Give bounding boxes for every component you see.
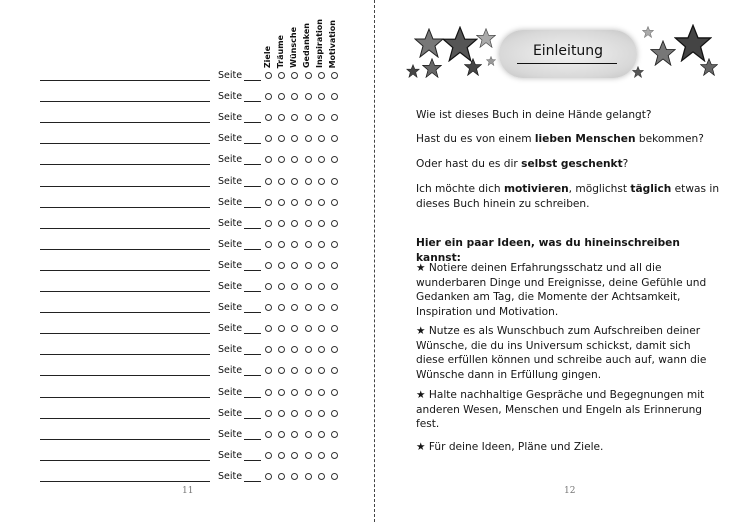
category-checkbox[interactable] bbox=[265, 346, 272, 353]
category-checkbox[interactable] bbox=[278, 325, 285, 332]
entry-row bbox=[0, 87, 374, 108]
idea-experiences: ★ Notiere deinen Erfahrungsschatz und all die wunderbaren Dinge und Ereignisse, deine Gefühle und Gedanken am Tag, die Momente der Achtsamkeit, Inspiration und Motivation. bbox=[416, 262, 707, 318]
text-span: Hast du es von einem bbox=[416, 133, 535, 145]
emphasis-text: lieben Menschen bbox=[534, 133, 636, 145]
entry-row bbox=[0, 235, 374, 256]
category-checkbox[interactable] bbox=[291, 452, 298, 459]
category-checkbox[interactable] bbox=[331, 93, 338, 100]
entry-row bbox=[0, 425, 374, 446]
category-checkbox[interactable] bbox=[331, 389, 338, 396]
star-icon bbox=[632, 66, 644, 78]
category-checkbox[interactable] bbox=[291, 178, 298, 185]
entry-row bbox=[0, 446, 374, 467]
column-header-gedanken: Gedanken bbox=[302, 22, 311, 68]
entry-row bbox=[0, 467, 374, 488]
entry-write-line[interactable] bbox=[40, 122, 210, 123]
page-number-blank[interactable] bbox=[244, 270, 261, 271]
category-checkbox[interactable] bbox=[331, 452, 338, 459]
seite-label: Seite bbox=[218, 323, 243, 335]
category-checkbox[interactable] bbox=[305, 367, 312, 374]
category-checkbox[interactable] bbox=[318, 72, 325, 79]
category-checkbox[interactable] bbox=[265, 431, 272, 438]
category-checkbox[interactable] bbox=[291, 431, 298, 438]
seite-label: Seite bbox=[218, 302, 243, 314]
entry-write-line[interactable] bbox=[40, 333, 210, 334]
column-headers bbox=[263, 10, 343, 68]
entry-write-line[interactable] bbox=[40, 164, 210, 165]
category-checkbox[interactable] bbox=[318, 262, 325, 269]
star-icon bbox=[642, 26, 654, 38]
emphasis-text: selbst geschenkt bbox=[521, 158, 623, 170]
page-divider bbox=[374, 0, 375, 522]
entry-row bbox=[0, 319, 374, 340]
emphasis-text: täglich bbox=[630, 183, 672, 195]
page-number-blank[interactable] bbox=[244, 375, 261, 376]
category-checkbox[interactable] bbox=[318, 241, 325, 248]
heading-cloud bbox=[499, 30, 637, 78]
text-span: Oder hast du es dir bbox=[416, 158, 522, 170]
page-number-left: 11 bbox=[182, 486, 194, 496]
category-checkbox[interactable] bbox=[291, 410, 298, 417]
entry-row bbox=[0, 340, 374, 361]
seite-label: Seite bbox=[218, 154, 243, 166]
entry-write-line[interactable] bbox=[40, 101, 210, 102]
page-title: Einleitung bbox=[532, 43, 604, 59]
category-checkbox[interactable] bbox=[291, 72, 298, 79]
category-checkbox[interactable] bbox=[291, 220, 298, 227]
seite-label: Seite bbox=[218, 196, 243, 208]
category-checkbox[interactable] bbox=[331, 199, 338, 206]
category-checkbox[interactable] bbox=[278, 304, 285, 311]
category-checkbox[interactable] bbox=[265, 389, 272, 396]
category-checkbox[interactable] bbox=[318, 452, 325, 459]
category-checkbox[interactable] bbox=[265, 199, 272, 206]
category-checkbox[interactable] bbox=[331, 325, 338, 332]
category-checkbox[interactable] bbox=[265, 410, 272, 417]
page-number-blank[interactable] bbox=[244, 249, 261, 250]
page-number-right: 12 bbox=[564, 486, 576, 496]
category-checkbox[interactable] bbox=[278, 72, 285, 79]
category-checkbox[interactable] bbox=[318, 220, 325, 227]
seite-label: Seite bbox=[218, 238, 243, 250]
category-checkbox[interactable] bbox=[305, 178, 312, 185]
category-checkbox[interactable] bbox=[265, 220, 272, 227]
star-icon bbox=[464, 58, 482, 76]
category-checkbox[interactable] bbox=[278, 262, 285, 269]
star-icon bbox=[700, 58, 718, 76]
entry-row bbox=[0, 361, 374, 382]
page-number-blank[interactable] bbox=[244, 122, 261, 123]
column-header-wuensche: Wünsche bbox=[289, 27, 298, 68]
category-checkbox[interactable] bbox=[278, 220, 285, 227]
intro-question-3 bbox=[416, 157, 721, 172]
page-number-blank[interactable] bbox=[244, 481, 261, 482]
category-checkbox[interactable] bbox=[331, 346, 338, 353]
entry-write-line[interactable] bbox=[40, 186, 210, 187]
category-checkbox[interactable] bbox=[278, 241, 285, 248]
category-checkbox[interactable] bbox=[331, 220, 338, 227]
category-checkbox[interactable] bbox=[331, 135, 338, 142]
category-checkbox[interactable] bbox=[305, 452, 312, 459]
category-checkbox[interactable] bbox=[278, 367, 285, 374]
entry-row bbox=[0, 150, 374, 171]
category-checkbox[interactable] bbox=[331, 114, 338, 121]
entry-write-line[interactable] bbox=[40, 80, 210, 81]
page-number-blank[interactable] bbox=[244, 460, 261, 461]
seite-label: Seite bbox=[218, 259, 243, 271]
entry-row bbox=[0, 66, 374, 87]
category-checkbox[interactable] bbox=[305, 135, 312, 142]
category-checkbox[interactable] bbox=[278, 389, 285, 396]
entry-write-line[interactable] bbox=[40, 354, 210, 355]
category-checkbox[interactable] bbox=[305, 473, 312, 480]
category-checkbox[interactable] bbox=[278, 431, 285, 438]
entry-row bbox=[0, 256, 374, 277]
seite-label: Seite bbox=[218, 91, 243, 103]
category-checkbox[interactable] bbox=[318, 156, 325, 163]
intro-question-2 bbox=[416, 132, 721, 147]
star-icon bbox=[414, 28, 444, 58]
page-number-blank[interactable] bbox=[244, 333, 261, 334]
category-checkbox[interactable] bbox=[305, 220, 312, 227]
category-checkbox[interactable] bbox=[331, 262, 338, 269]
category-checkbox[interactable] bbox=[318, 93, 325, 100]
page-number-blank[interactable] bbox=[244, 354, 261, 355]
column-header-motivation: Motivation bbox=[328, 19, 337, 68]
entry-row bbox=[0, 129, 374, 150]
intro-motivation bbox=[416, 182, 721, 211]
entry-row bbox=[0, 277, 374, 298]
category-checkbox[interactable] bbox=[331, 431, 338, 438]
entry-write-line[interactable] bbox=[40, 439, 210, 440]
category-checkbox[interactable] bbox=[291, 114, 298, 121]
entry-row bbox=[0, 214, 374, 235]
seite-label: Seite bbox=[218, 470, 243, 482]
category-checkbox[interactable] bbox=[331, 178, 338, 185]
entry-write-line[interactable] bbox=[40, 375, 210, 376]
category-checkbox[interactable] bbox=[278, 114, 285, 121]
right-page bbox=[376, 0, 750, 522]
page-number-blank[interactable] bbox=[244, 143, 261, 144]
category-checkbox[interactable] bbox=[265, 473, 272, 480]
category-checkbox[interactable] bbox=[278, 283, 285, 290]
category-checkbox[interactable] bbox=[305, 93, 312, 100]
page-number-blank[interactable] bbox=[244, 312, 261, 313]
category-checkbox[interactable] bbox=[318, 135, 325, 142]
category-checkbox[interactable] bbox=[278, 93, 285, 100]
star-icon bbox=[476, 28, 496, 48]
column-header-inspiration: Inspiration bbox=[315, 18, 324, 68]
text-span: bekommen? bbox=[635, 133, 704, 145]
category-checkbox[interactable] bbox=[305, 241, 312, 248]
category-checkbox[interactable] bbox=[291, 156, 298, 163]
entry-write-line[interactable] bbox=[40, 249, 210, 250]
category-checkbox[interactable] bbox=[305, 283, 312, 290]
entry-write-line[interactable] bbox=[40, 270, 210, 271]
page-number-blank[interactable] bbox=[244, 207, 261, 208]
category-checkbox[interactable] bbox=[318, 283, 325, 290]
seite-label: Seite bbox=[218, 428, 243, 440]
heading-banner bbox=[404, 22, 724, 84]
category-checkbox[interactable] bbox=[305, 431, 312, 438]
page-number-blank[interactable] bbox=[244, 186, 261, 187]
category-checkbox[interactable] bbox=[318, 325, 325, 332]
category-checkbox[interactable] bbox=[331, 304, 338, 311]
category-checkbox[interactable] bbox=[318, 304, 325, 311]
text-span: ? bbox=[622, 158, 629, 170]
category-checkbox[interactable] bbox=[278, 156, 285, 163]
text-span: , möglichst bbox=[568, 183, 631, 195]
category-checkbox[interactable] bbox=[265, 178, 272, 185]
category-checkbox[interactable] bbox=[278, 410, 285, 417]
seite-label: Seite bbox=[218, 449, 243, 461]
intro-question-1: Wie ist dieses Buch in deine Hände gelangt? bbox=[416, 109, 652, 121]
column-header-ziele: Ziele bbox=[263, 45, 272, 68]
star-icon bbox=[406, 64, 420, 78]
category-checkbox[interactable] bbox=[265, 262, 272, 269]
entry-row bbox=[0, 383, 374, 404]
seite-label: Seite bbox=[218, 386, 243, 398]
category-checkbox[interactable] bbox=[291, 473, 298, 480]
category-checkbox[interactable] bbox=[318, 346, 325, 353]
text-span: Ich möchte dich bbox=[416, 183, 504, 195]
seite-label: Seite bbox=[218, 344, 243, 356]
category-checkbox[interactable] bbox=[291, 283, 298, 290]
entry-write-line[interactable] bbox=[40, 228, 210, 229]
category-checkbox[interactable] bbox=[331, 283, 338, 290]
entry-row bbox=[0, 172, 374, 193]
category-checkbox[interactable] bbox=[265, 93, 272, 100]
entry-write-line[interactable] bbox=[40, 397, 210, 398]
entry-write-line[interactable] bbox=[40, 291, 210, 292]
entry-write-line[interactable] bbox=[40, 312, 210, 313]
entry-write-line[interactable] bbox=[40, 207, 210, 208]
entry-write-line[interactable] bbox=[40, 418, 210, 419]
page-number-blank[interactable] bbox=[244, 418, 261, 419]
category-checkbox[interactable] bbox=[278, 178, 285, 185]
category-checkbox[interactable] bbox=[265, 241, 272, 248]
emphasis-text: motivieren bbox=[503, 183, 569, 195]
seite-label: Seite bbox=[218, 217, 243, 229]
category-checkbox[interactable] bbox=[305, 410, 312, 417]
text-span: etwas in dieses Buch hinein zu schreiben. bbox=[416, 183, 720, 210]
category-checkbox[interactable] bbox=[305, 389, 312, 396]
category-checkbox[interactable] bbox=[331, 241, 338, 248]
category-checkbox[interactable] bbox=[265, 325, 272, 332]
category-checkbox[interactable] bbox=[265, 452, 272, 459]
category-checkbox[interactable] bbox=[318, 410, 325, 417]
seite-label: Seite bbox=[218, 175, 243, 187]
idea-wishbook: ★ Nutze es als Wunschbuch zum Aufschreiben deiner Wünsche, die du ins Universum schickst, damit sich diese erfüllen können und schreibe auch auf, wann die Wünsche dann in Erfüllung gingen. bbox=[416, 325, 707, 381]
star-icon bbox=[486, 56, 496, 66]
category-checkbox[interactable] bbox=[291, 304, 298, 311]
page-number-blank[interactable] bbox=[244, 397, 261, 398]
category-checkbox[interactable] bbox=[331, 72, 338, 79]
category-checkbox[interactable] bbox=[331, 156, 338, 163]
category-checkbox[interactable] bbox=[305, 156, 312, 163]
entry-write-line[interactable] bbox=[40, 481, 210, 482]
seite-label: Seite bbox=[218, 407, 243, 419]
entry-row bbox=[0, 298, 374, 319]
category-checkbox[interactable] bbox=[278, 199, 285, 206]
category-checkbox[interactable] bbox=[291, 389, 298, 396]
category-checkbox[interactable] bbox=[305, 72, 312, 79]
category-checkbox[interactable] bbox=[331, 410, 338, 417]
category-checkbox[interactable] bbox=[291, 367, 298, 374]
star-icon bbox=[650, 40, 676, 66]
entry-row bbox=[0, 404, 374, 425]
column-header-traeume: Träume bbox=[276, 34, 285, 68]
category-checkbox[interactable] bbox=[291, 199, 298, 206]
category-checkbox[interactable] bbox=[318, 114, 325, 121]
idea-plans: ★ Für deine Ideen, Pläne und Ziele. bbox=[416, 441, 604, 453]
category-checkbox[interactable] bbox=[318, 199, 325, 206]
category-checkbox[interactable] bbox=[331, 473, 338, 480]
page-number-blank[interactable] bbox=[244, 80, 261, 81]
title-underline bbox=[517, 63, 617, 64]
ideas-heading: Hier ein paar Ideen, was du hineinschreiben kannst: bbox=[416, 237, 680, 264]
entry-row bbox=[0, 193, 374, 214]
category-checkbox[interactable] bbox=[278, 135, 285, 142]
page-number-blank[interactable] bbox=[244, 439, 261, 440]
category-checkbox[interactable] bbox=[305, 114, 312, 121]
category-checkbox[interactable] bbox=[265, 72, 272, 79]
page-number-blank[interactable] bbox=[244, 291, 261, 292]
category-checkbox[interactable] bbox=[305, 262, 312, 269]
category-checkbox[interactable] bbox=[278, 346, 285, 353]
category-checkbox[interactable] bbox=[318, 389, 325, 396]
seite-label: Seite bbox=[218, 365, 243, 377]
category-checkbox[interactable] bbox=[291, 262, 298, 269]
category-checkbox[interactable] bbox=[265, 156, 272, 163]
idea-encounters: ★ Halte nachhaltige Gespräche und Begegnungen mit anderen Wesen, Menschen und Engeln als Erinnerung fest. bbox=[416, 389, 705, 430]
category-checkbox[interactable] bbox=[305, 325, 312, 332]
category-checkbox[interactable] bbox=[318, 367, 325, 374]
category-checkbox[interactable] bbox=[305, 346, 312, 353]
category-checkbox[interactable] bbox=[291, 325, 298, 332]
star-icon bbox=[442, 26, 478, 62]
star-icon bbox=[422, 58, 442, 78]
category-checkbox[interactable] bbox=[318, 473, 325, 480]
entry-row bbox=[0, 108, 374, 129]
category-checkbox[interactable] bbox=[291, 346, 298, 353]
category-checkbox[interactable] bbox=[265, 114, 272, 121]
seite-label: Seite bbox=[218, 281, 243, 292]
left-page bbox=[0, 0, 374, 522]
category-checkbox[interactable] bbox=[265, 283, 272, 290]
page-number-blank[interactable] bbox=[244, 101, 261, 102]
category-checkbox[interactable] bbox=[305, 199, 312, 206]
category-checkbox[interactable] bbox=[318, 431, 325, 438]
category-checkbox[interactable] bbox=[265, 135, 272, 142]
entry-write-line[interactable] bbox=[40, 143, 210, 144]
category-checkbox[interactable] bbox=[265, 367, 272, 374]
category-checkbox[interactable] bbox=[331, 367, 338, 374]
category-checkbox[interactable] bbox=[318, 178, 325, 185]
category-checkbox[interactable] bbox=[291, 241, 298, 248]
seite-label: Seite bbox=[218, 112, 243, 124]
seite-label: Seite bbox=[218, 133, 243, 145]
category-checkbox[interactable] bbox=[265, 304, 272, 311]
page-number-blank[interactable] bbox=[244, 228, 261, 229]
star-icon bbox=[674, 24, 712, 62]
seite-label: Seite bbox=[218, 70, 243, 81]
category-checkbox[interactable] bbox=[278, 452, 285, 459]
page-number-blank[interactable] bbox=[244, 164, 261, 165]
category-checkbox[interactable] bbox=[305, 304, 312, 311]
category-checkbox[interactable] bbox=[291, 93, 298, 100]
category-checkbox[interactable] bbox=[278, 473, 285, 480]
entry-write-line[interactable] bbox=[40, 460, 210, 461]
category-checkbox[interactable] bbox=[291, 135, 298, 142]
